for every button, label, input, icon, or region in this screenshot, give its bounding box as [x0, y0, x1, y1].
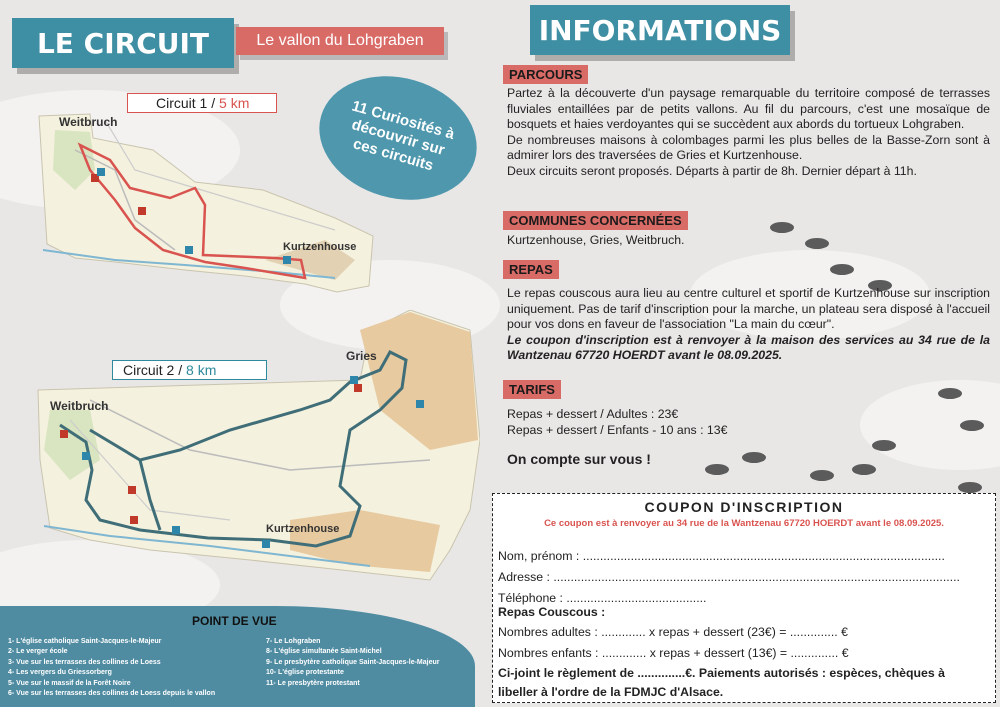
informations-title-text: INFORMATIONS — [538, 13, 782, 47]
pov-item: 5- Vue sur le massif de la Forêt Noire — [8, 679, 131, 687]
pov-item: 1- L'église catholique Saint-Jacques-le-Majeur — [8, 638, 162, 645]
point-de-vue-list-left — [8, 637, 263, 699]
tarifs-heading: TARIFS — [503, 380, 561, 399]
coupon-title: COUPON D'INSCRIPTION — [644, 499, 844, 515]
point-de-vue-title: POINT DE VUE — [192, 614, 277, 628]
footprint-decoration — [742, 452, 766, 463]
pov-item: 11- Le presbytère protestant — [266, 679, 360, 687]
parcours-heading: PARCOURS — [503, 65, 588, 84]
footprint-decoration — [810, 470, 834, 481]
coupon-repas-heading: Repas Couscous : — [498, 605, 606, 619]
closing-text: On compte sur vous ! — [507, 451, 651, 467]
circuit-subtitle — [236, 27, 444, 55]
footprint-decoration — [938, 388, 962, 399]
pov-item: 10- L'église protestante — [266, 669, 344, 677]
footprint-decoration — [852, 464, 876, 475]
coupon-subtitle: Ce coupon est à renvoyer au 34 rue de la Wantzenau 67720 HOERDT avant le 08.09.2025. — [544, 518, 944, 529]
registration-coupon — [492, 493, 996, 703]
pov-item: 7- Le Lohgraben — [266, 638, 321, 645]
coupon-payment-line: libeller à l'ordre de la FDMJC d'Alsace. — [498, 685, 724, 699]
communes-heading: COMMUNES CONCERNÉES — [503, 211, 688, 230]
tarifs-text — [507, 407, 807, 438]
curiosities-text: 11 Curiosités à découvrir sur ces circuits — [349, 97, 457, 175]
repas-text — [507, 286, 990, 364]
circuit-1-name: Circuit 1 / — [156, 95, 220, 111]
tarif-children: Repas + dessert / Enfants - 10 ans : 13€ — [507, 422, 728, 437]
pov-item: 4- Les vergers du Griessorberg — [8, 669, 112, 677]
coupon-payment-line: Ci-joint le règlement de ..............€. Paiements autorisés : espèces, chèques à — [498, 666, 945, 680]
map-label-weitbruch: Weitbruch — [59, 115, 118, 129]
point-de-vue-list-right — [266, 637, 474, 689]
coupon-children-field[interactable]: Nombres enfants : ............. x repas + dessert (13€) = .............. € — [498, 646, 849, 660]
parcours-paragraph: Partez à la découverte d'un paysage remarquable du territoire composé de terrasses fluviales entaillées par de petits vallons. Au fil du parcours, c'est une mosaïque de bosquets et haies verdoyantes qui se succèdent aux abords du tortueux Lohgraben. — [507, 86, 990, 132]
pov-item: 8- L'église simultanée Saint-Michel — [266, 648, 382, 656]
circuit-2-name: Circuit 2 / — [123, 362, 187, 378]
pov-item: 2- Le verger école — [8, 648, 68, 656]
footprint-decoration — [770, 222, 794, 233]
tarif-adults: Repas + dessert / Adultes : 23€ — [507, 407, 679, 421]
repas-heading: REPAS — [503, 260, 559, 279]
circuit-subtitle-text: Le vallon du Lohgraben — [256, 32, 424, 49]
repas-note: Le coupon d'inscription est à renvoyer à la maison des services au 34 rue de la Wantzenau 67720 HOERDT avant le 08.09.2025. — [507, 332, 990, 363]
circuit-title — [12, 18, 234, 68]
circuit-1-distance: 5 km — [219, 95, 250, 111]
map-label-kurtzenhouse-2: Kurtzenhouse — [266, 523, 340, 535]
coupon-adults-field[interactable]: Nombres adultes : ............. x repas + dessert (23€) = .............. € — [498, 625, 848, 639]
pov-item: 3- Vue sur les terrasses des collines de Loess — [8, 658, 161, 666]
footprint-decoration — [958, 482, 982, 493]
repas-paragraph: Le repas couscous aura lieu au centre culturel et sportif de Kurtzenhouse sur inscription uniquement. Pas de tarif d'inscription pour la marche, un plateau sera disposé à l'accueil pour vos dons en faveur de l'association "La main du cœur". — [507, 286, 990, 332]
footprint-decoration — [960, 420, 984, 431]
parcours-paragraph: Deux circuits seront proposés. Départs à partir de 8h. Dernier départ à 11h. — [507, 163, 917, 178]
footprint-decoration — [872, 440, 896, 451]
parcours-text — [507, 86, 990, 180]
coupon-phone-field[interactable]: Téléphone : ......................................... — [498, 591, 707, 605]
coupon-address-field[interactable]: Adresse : ....................................................................................................................... — [498, 570, 960, 584]
coupon-name-field[interactable]: Nom, prénom : .......................................................................................................... — [498, 549, 945, 563]
footprint-decoration — [705, 464, 729, 475]
circuit-title-text: LE CIRCUIT — [36, 26, 210, 60]
map-label-gries: Gries — [346, 349, 377, 363]
footprint-decoration — [830, 264, 854, 275]
circuit-2-distance: 8 km — [186, 362, 217, 378]
communes-text: Kurtzenhouse, Gries, Weitbruch. — [507, 233, 685, 247]
pov-item: 6- Vue sur les terrasses des collines de Loess depuis le vallon — [8, 690, 216, 698]
informations-title — [530, 5, 790, 55]
parcours-paragraph: De nombreuses maisons à colombages parmi les plus belles de la Basse-Zorn sont à admirer lors des traversées de Gries et Kurtzenhouse. — [507, 132, 990, 163]
map-label-weitbruch-2: Weitbruch — [50, 399, 109, 413]
map-circuit-2 — [30, 310, 480, 590]
map-label-kurtzenhouse: Kurtzenhouse — [283, 241, 357, 253]
pov-item: 9- Le presbytère catholique Saint-Jacques-le-Majeur — [266, 658, 440, 666]
